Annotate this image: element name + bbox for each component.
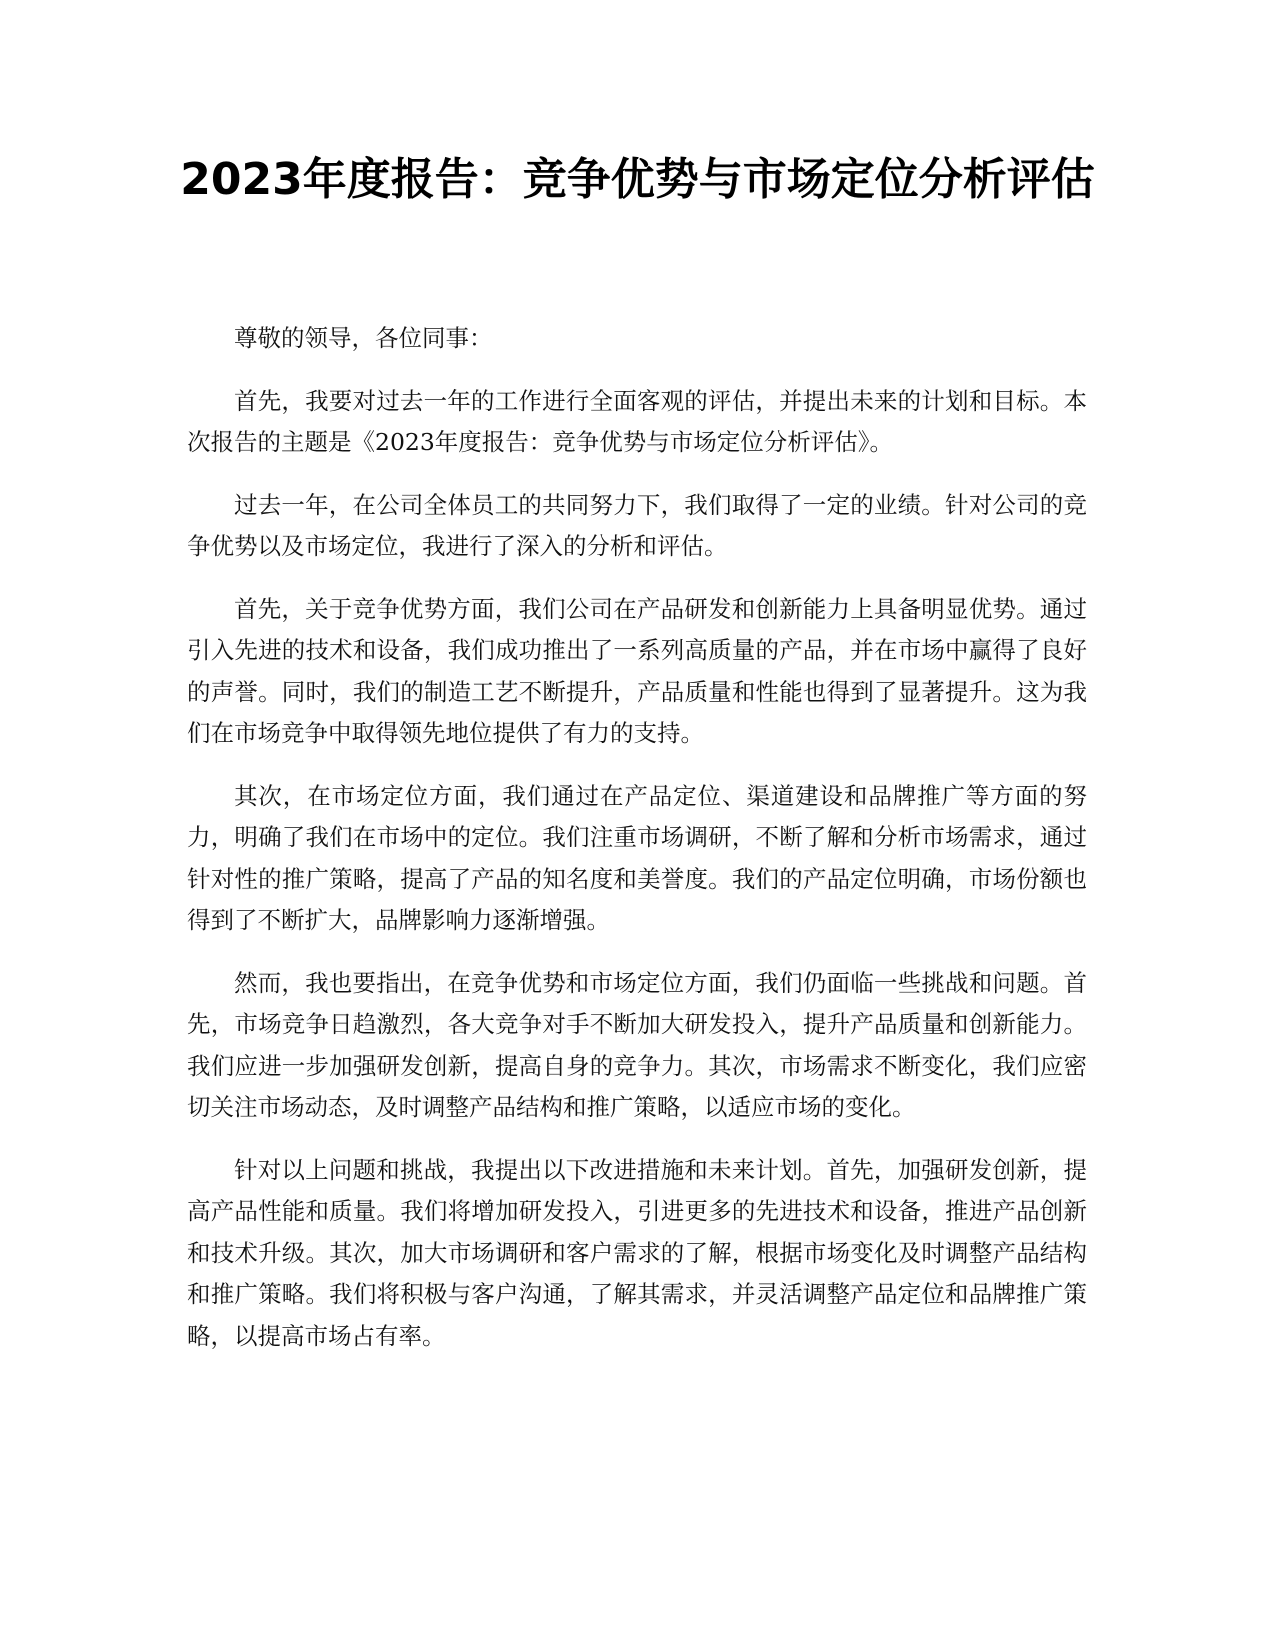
document-title: 2023年度报告：竞争优势与市场定位分析评估 [180,154,1095,205]
document-body [187,318,1087,1378]
paragraph-competitive-advantage: 首先，关于竞争优势方面，我们公司在产品研发和创新能力上具备明显优势。通过引入先进的技术和设备，我们成功推出了一系列高质量的产品，并在市场中赢得了良好的声誉。同时，我们的制造工艺不断提升，产品质量和性能也得到了显著提升。这为我们在市场竞争中取得领先地位提供了有力的支持。 [187,594,1087,747]
paragraph-past-year: 过去一年，在公司全体员工的共同努力下，我们取得了一定的业绩。针对公司的竞争优势以及市场定位，我进行了深入的分析和评估。 [187,490,1087,560]
paragraph-introduction: 首先，我要对过去一年的工作进行全面客观的评估，并提出未来的计划和目标。本次报告的主题是《2023年度报告：竞争优势与市场定位分析评估》。 [187,386,1087,456]
paragraph-market-positioning: 其次，在市场定位方面，我们通过在产品定位、渠道建设和品牌推广等方面的努力，明确了我们在市场中的定位。我们注重市场调研，不断了解和分析市场需求，通过针对性的推广策略，提高了产品的知名度和美誉度。我们的产品定位明确，市场份额也得到了不断扩大，品牌影响力逐渐增强。 [187,781,1087,934]
paragraph-improvement-plan: 针对以上问题和挑战，我提出以下改进措施和未来计划。首先，加强研发创新，提高产品性能和质量。我们将增加研发投入，引进更多的先进技术和设备，推进产品创新和技术升级。其次，加大市场调研和客户需求的了解，根据市场变化及时调整产品结构和推广策略。我们将积极与客户沟通，了解其需求，并灵活调整产品定位和品牌推广策略，以提高市场占有率。 [187,1155,1087,1350]
paragraph-greeting: 尊敬的领导，各位同事： [234,324,493,352]
paragraph-challenges: 然而，我也要指出，在竞争优势和市场定位方面，我们仍面临一些挑战和问题。首先，市场竞争日趋激烈，各大竞争对手不断加大研发投入，提升产品质量和创新能力。我们应进一步加强研发创新，提高自身的竞争力。其次，市场需求不断变化，我们应密切关注市场动态，及时调整产品结构和推广策略，以适应市场的变化。 [187,968,1087,1121]
